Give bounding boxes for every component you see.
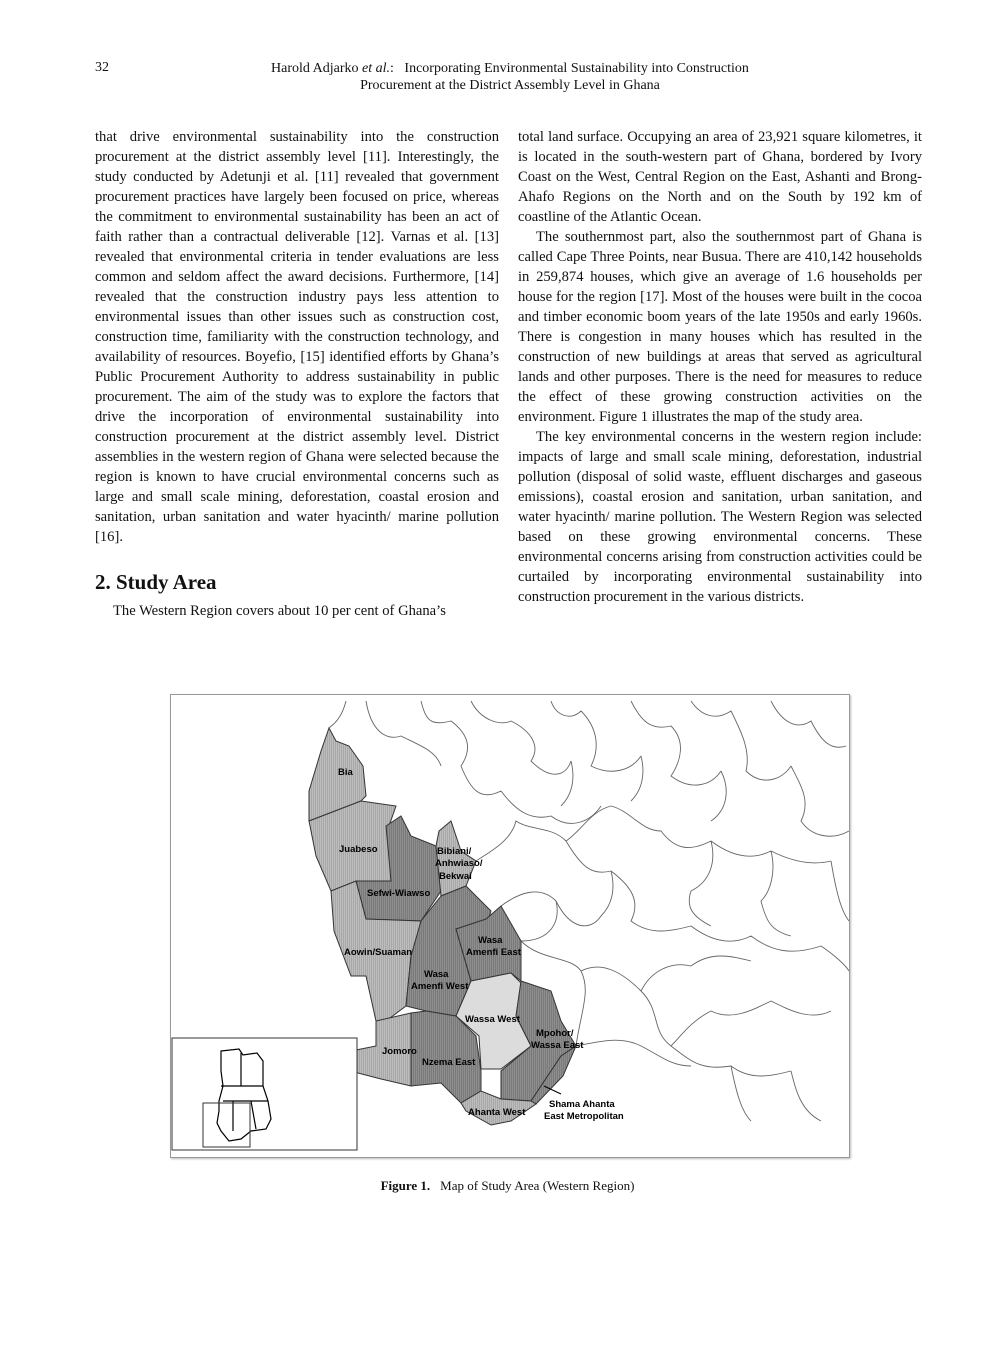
section-heading: 2. Study Area — [95, 570, 217, 594]
label-bibiani-2: Anhwiaso/ — [435, 858, 483, 869]
caption-label: Figure 1. — [380, 1178, 431, 1193]
caption-text: Map of Study Area (Western Region) — [440, 1178, 635, 1193]
label-mpohor-2: Wassa East — [531, 1040, 584, 1051]
header-authors: Harold Adjarko — [271, 61, 359, 76]
header-et-al: et al. — [362, 61, 391, 76]
header-title-line1: Incorporating Environmental Sustainability into Construction — [404, 61, 749, 76]
map-svg — [171, 695, 849, 1157]
paragraph: The Western Region covers about 10 per cent of Ghana’s — [113, 603, 446, 619]
label-shama-2: East Metropolitan — [544, 1111, 624, 1122]
paragraph: total land surface. Occupying an area of 23,921 square kilometres, it is located in the south-western part of Ghana, bordered by Ivory Coast on the West, Central Region on the East, Ashanti and Brong-Ahafo Regions on the North and on the South by 192 km of coastline of the Atlantic Ocean. — [518, 129, 922, 225]
label-bibiani-1: Bibiani/ — [437, 846, 472, 857]
paragraph: The key environmental concerns in the western region include: impacts of large and small scale mining, deforestation, industrial pollution (disposal of solid waste, effluent discharges and gaseous emissions), coastal erosion and sanitation, urban sanitation, and water hyacinth/ marine pollution. The Western Region was selected based on these growing environmental concerns. These environmental concerns arising from construction activities could be curtailed by incorporating environmental sustainability into construction procurement in the various districts. — [518, 429, 922, 605]
label-ahanta: Ahanta West — [468, 1107, 526, 1118]
header-title-line2: Procurement at the District Assembly Level in Ghana — [360, 78, 660, 93]
label-shama-1: Shama Ahanta — [549, 1099, 615, 1110]
right-column — [518, 127, 922, 607]
running-header: Harold Adjarko et al.: Incorporating Environmental Sustainability into Construction Procurement at the District Assembly Level in Ghana — [200, 60, 820, 94]
figure-caption — [0, 1178, 992, 1194]
figure-map — [170, 694, 850, 1158]
label-wassa-west: Wassa West — [465, 1014, 520, 1025]
label-bibiani-3: Bekwai — [439, 871, 472, 882]
label-aowin: Aowin/Suaman — [344, 947, 413, 958]
label-bia: Bia — [338, 767, 353, 778]
ghana-inset-map — [172, 1038, 357, 1150]
paragraph: that drive environmental sustainability into the construction procurement at the district assembly level [11]. Interestingly, the study conducted by Adetunji et al. [11] revealed that government procurement practices have largely been focused on price, whereas the commitment to environmental sustainability has been an act of faith rather than a contractual deliverable [12]. Varnas et al. [13] revealed that environmental criteria in tender evaluations are less common and seldom affect the award decisions. Furthermore, [14] revealed that the construction industry pays less attention to environmental issues than other issues such as construction cost, construction time, familiarity with the construction technology, and availability of resources. Boyefio, [15] identified efforts by Ghana’s Public Procurement Authority to address sustainability in public procurement. The aim of the study was to explore the factors that drive the incorporation of environmental sustainability into construction procurement at the district assembly level. District assemblies in the western region of Ghana were selected because the region is known to have crucial environmental concerns such as large and small scale mining, deforestation, coastal erosion and sanitation, urban sanitation and water hyacinth/ marine pollution [16]. — [95, 129, 499, 545]
label-wae-2: Amenfi East — [466, 947, 521, 958]
label-waw-1: Wasa — [424, 969, 449, 980]
label-waw-2: Amenfi West — [411, 981, 469, 992]
paragraph: The southernmost part, also the southernmost part of Ghana is called Cape Three Points, near Busua. There are 410,142 households in 259,874 houses, which give an average of 1.6 households per house for the region [17]. Most of the houses were built in the cocoa and timber economic boom years of the late 1950s and early 1960s. There is congestion in many houses which has resulted in the construction of new buildings at areas that served as agricultural lands and other purposes. There is the need for measures to reduce the effect of these growing construction activities on the environment. Figure 1 illustrates the map of the study area. — [518, 229, 922, 425]
label-mpohor-1: Mpohor/ — [536, 1028, 574, 1039]
page-number: 32 — [95, 60, 109, 75]
label-nzema: Nzema East — [422, 1057, 476, 1068]
label-juabeso: Juabeso — [339, 844, 378, 855]
label-wae-1: Wasa — [478, 935, 503, 946]
label-jomoro: Jomoro — [382, 1046, 417, 1057]
label-sefwi: Sefwi-Wiawso — [367, 888, 431, 899]
left-column — [95, 127, 499, 621]
